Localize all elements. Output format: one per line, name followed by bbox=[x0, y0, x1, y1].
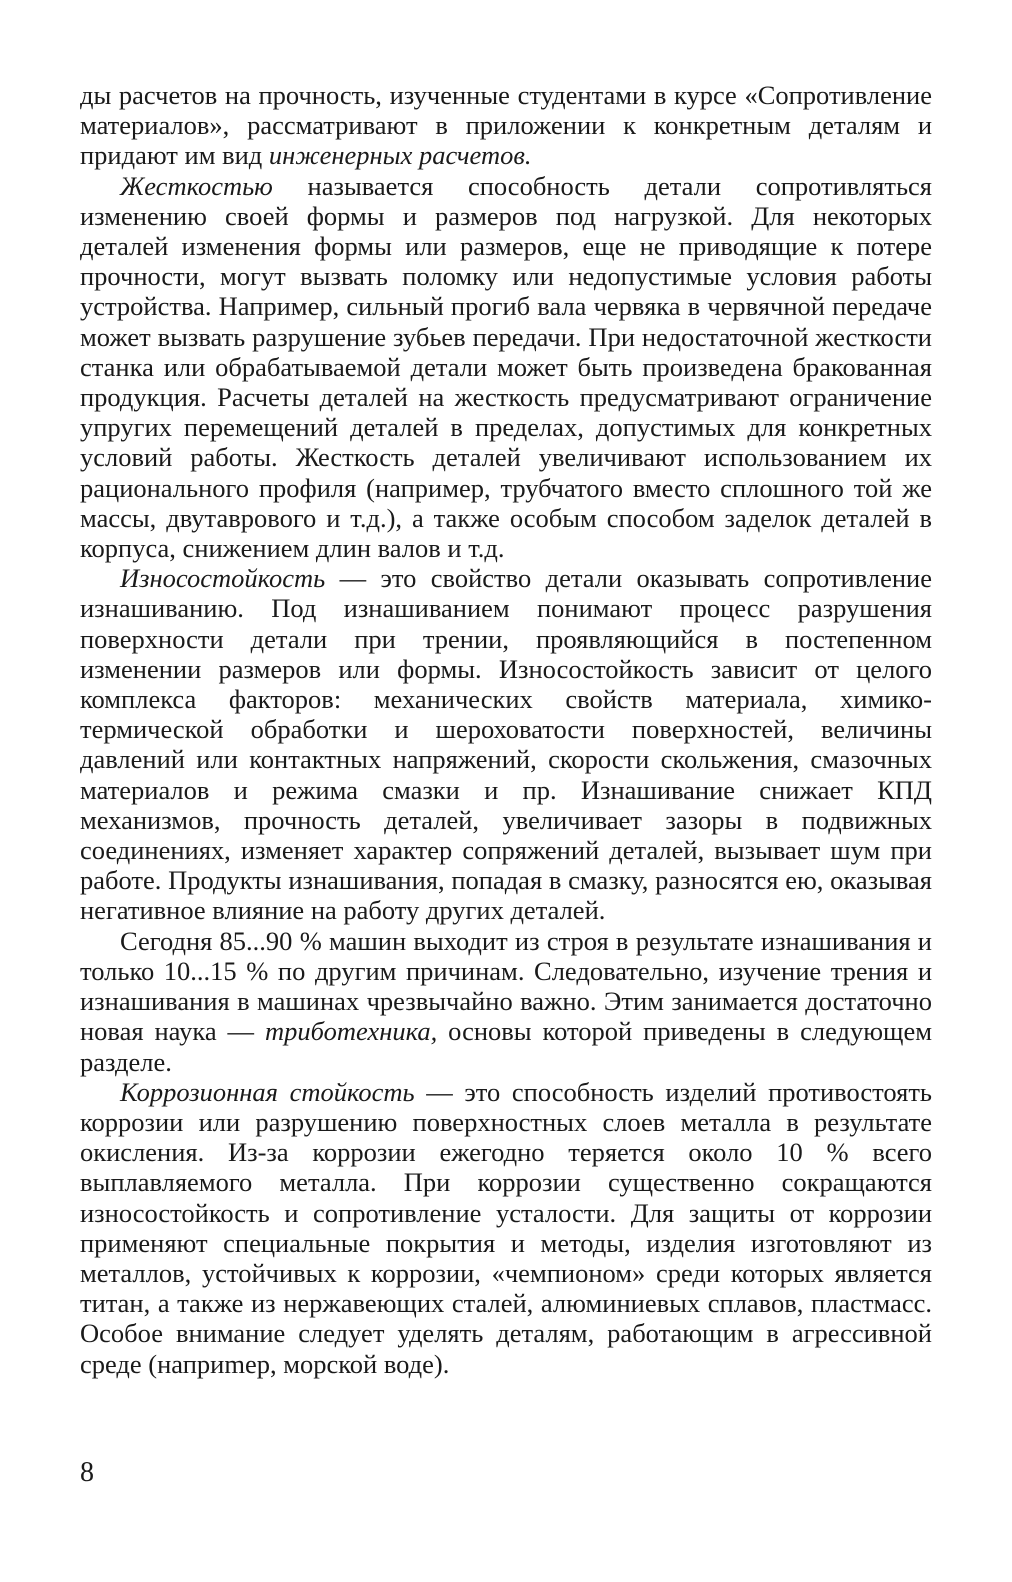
text-segment: называется способность детали сопротивляться изменению своей формы и размеров под нагрузкой. Для некоторых деталей изменения формы или размеров, еще не приводящие к потере прочности, могут вызвать поломку или недопустимые условия работы устройства. Например, сильный прогиб вала червяка в червячной передаче может вызвать разрушение зубьев передачи. При недостаточной жесткости станка или обрабатываемой детали может быть произведена бракованная продукция. Расчеты деталей на жесткость предусматривают ограничение упругих перемещений деталей в пределах, допустимых для конкретных условий работы. Жесткость деталей увеличивают использованием их рационального профиля (например, трубчатого вместо сплошного той же массы, двутаврового и т.д.), а также особым способом заделок деталей в корпуса, снижением длин валов и т.д. bbox=[80, 170, 932, 564]
paragraph-strength-calculations bbox=[80, 80, 932, 171]
term-corrosion-resistance: Коррозионная стойкость bbox=[120, 1076, 415, 1107]
term-engineering-calculations: инженерных расчетов. bbox=[268, 140, 532, 171]
paragraph-tribotechnics bbox=[80, 926, 932, 1077]
text-segment: — это способность изделий противостоять коррозии или разрушению поверхностных слоев металла в результате окисления. Из-за коррозии ежегодно теряется около 10 % всего выплавляемого металла. При коррозии существенно сокращаются износостойкость и сопротивление усталости. Для защиты от коррозии применяют специальные покрытия и методы, изделия изготовляют из металлов, устойчивых к коррозии, «чемпионом» среди которых является титан, а также из нержавеющих сталей, алюминиевых сплавов, пластмасс. Особое внимание следует уделять деталям, работающим в агрессивной среде (наприmер, морской воде). bbox=[80, 1076, 932, 1379]
page-number: 8 bbox=[80, 1457, 94, 1488]
term-stiffness: Жесткостью bbox=[120, 170, 273, 201]
text-segment: — это свойство детали оказывать сопротивление изнашиванию. Под изнашиванием понимают процесс разрушения поверхности детали при трении, проявляющийся в постепенном изменении размеров или формы. Износостойкость зависит от целого комплекса факторов: механических свойств материала, химико-термической обработки и шероховатости поверхностей, величины давлений или контактных напряжений, скорости скольжения, смазочных материалов и режима смазки и пр. Изнашивание снижает КПД механизмов, прочность деталей, увеличивает зазоры в подвижных соединениях, изменяет характер сопряжений деталей, вызывает шум при работе. Продукты изнашивания, попадая в смазку, разносятся ею, оказывая негативное влияние на работу других деталей. bbox=[80, 563, 932, 926]
text-segment: Сегодня 85...90 % машин выходит из строя в результате изнашивания и только 10...15 % по другим причинам. Следовательно, изучение трения и изнашивания в машинах чрезвычайно важно. Этим занимается достаточно новая наука — bbox=[80, 925, 932, 1047]
term-tribotechnics: триботехника, bbox=[265, 1016, 438, 1047]
paragraph-corrosion-resistance bbox=[80, 1077, 932, 1379]
text-segment: основы которой приведены в следующем разделе. bbox=[80, 1016, 932, 1077]
paragraph-stiffness bbox=[80, 171, 932, 564]
paragraph-wear-resistance bbox=[80, 563, 932, 925]
page-body bbox=[80, 80, 932, 1379]
term-wear-resistance: Износостойкость bbox=[120, 563, 326, 594]
text-segment: ды расчетов на прочность, изученные студентами в курсе «Сопротивление материалов», рассматривают в приложении к конкретным деталям и придают им вид bbox=[80, 80, 932, 171]
